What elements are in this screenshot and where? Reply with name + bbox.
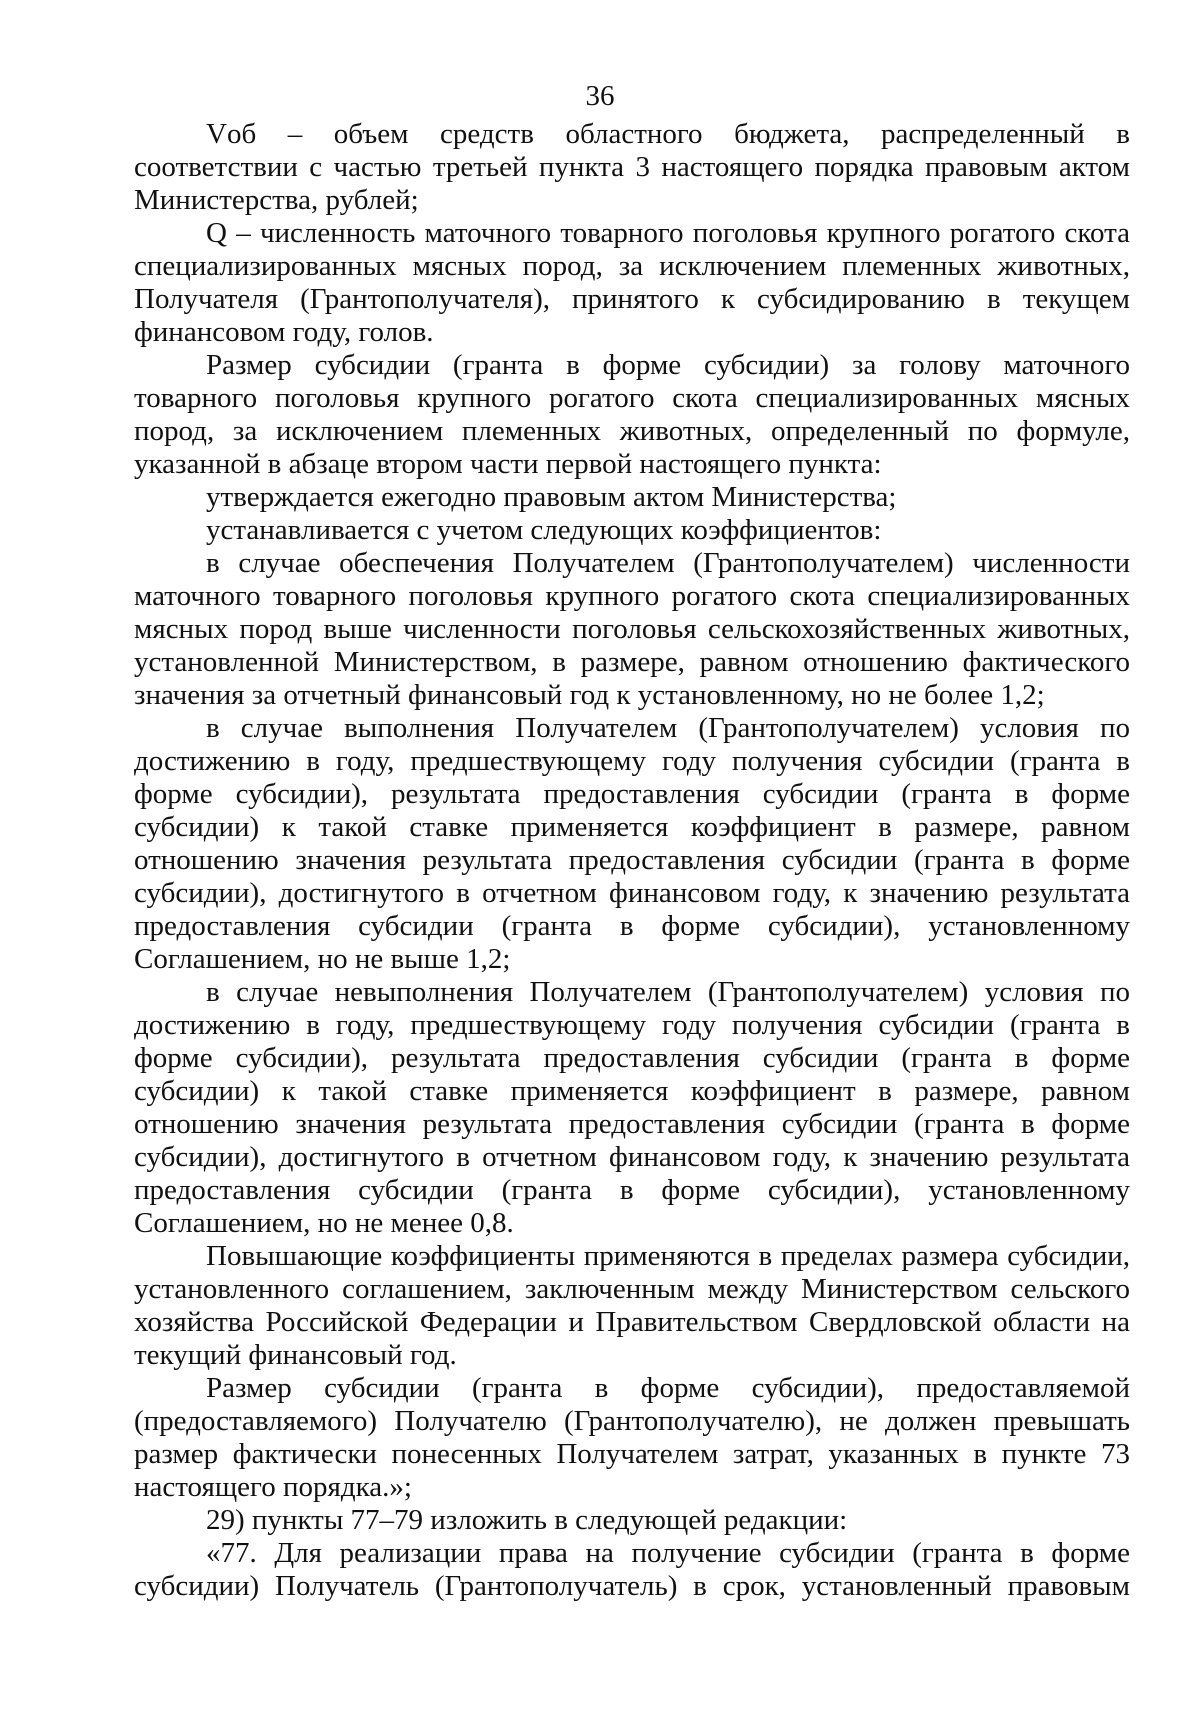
paragraph-subsidy-limit: Размер субсидии (гранта в форме субсидии), предоставляемой (предоставляемого) Получателю (Грантополучателю), не должен превышать размер фактически понесенных Получателем затрат, указанных в пункте 73 настоящего порядка.»; (134, 1372, 1130, 1503)
page-number: 36 (585, 80, 615, 112)
paragraph-coefficients-intro: устанавливается с учетом следующих коэффициентов: (206, 514, 882, 546)
paragraph-item-77: «77. Для реализации права на получение субсидии (гранта в форме субсидии) Получатель (Грантополучатель) в срок, установленный правовым (134, 1537, 1130, 1602)
paragraph-coefficient-unfulfilled: в случае невыполнения Получателем (Грантополучателем) условия по достижению в году, предшествующему году получения субсидии (гранта в форме субсидии), результата предоставления субсидии (гранта в форме субсидии) к такой ставке применяется коэффициент в размере, равном отношению значения результата предоставления субсидии (гранта в форме субсидии), достигнутого в отчетном финансовом году, к значению результата предоставления субсидии (гранта в форме субсидии), установленному Соглашением, но не менее 0,8. (134, 976, 1130, 1239)
paragraph-increasing-coefficients: Повышающие коэффициенты применяются в пределах размера субсидии, установленного соглашением, заключенным между Министерством сельского хозяйства Российской Федерации и Правительством Свердловской области на текущий финансовый год. (134, 1240, 1130, 1371)
paragraph-q-definition: Q – численность маточного товарного поголовья крупного рогатого скота специализированных мясных пород, за исключением племенных животных, Получателя (Грантополучателя), принятого к субсидированию в текущем финансовом году, голов. (134, 217, 1130, 348)
paragraph-amendment-29: 29) пункты 77–79 изложить в следующей редакции: (206, 1504, 848, 1536)
document-body (134, 118, 1130, 1603)
paragraph-vob-definition: Vоб – объем средств областного бюджета, распределенный в соответствии с частью третьей пункта 3 настоящего порядка правовым актом Министерства, рублей; (134, 118, 1130, 216)
paragraph-coefficient-headcount: в случае обеспечения Получателем (Грантополучателем) численности маточного товарного поголовья крупного рогатого скота специализированных мясных пород выше численности поголовья сельскохозяйственных животных, установленной Министерством, в размере, равном отношению фактического значения за отчетный финансовый год к установленному, но не более 1,2; (134, 547, 1130, 711)
paragraph-coefficient-fulfilled: в случае выполнения Получателем (Грантополучателем) условия по достижению в году, предшествующему году получения субсидии (гранта в форме субсидии), результата предоставления субсидии (гранта в форме субсидии) к такой ставке применяется коэффициент в размере, равном отношению значения результата предоставления субсидии (гранта в форме субсидии), достигнутого в отчетном финансовом году, к значению результата предоставления субсидии (гранта в форме субсидии), установленному Соглашением, но не выше 1,2; (134, 712, 1130, 975)
paragraph-subsidy-size: Размер субсидии (гранта в форме субсидии) за голову маточного товарного поголовья крупного рогатого скота специализированных мясных пород, за исключением племенных животных, определенный по формуле, указанной в абзаце втором части первой настоящего пункта: (134, 349, 1130, 480)
paragraph-approved-annually: утверждается ежегодно правовым актом Министерства; (206, 481, 897, 513)
